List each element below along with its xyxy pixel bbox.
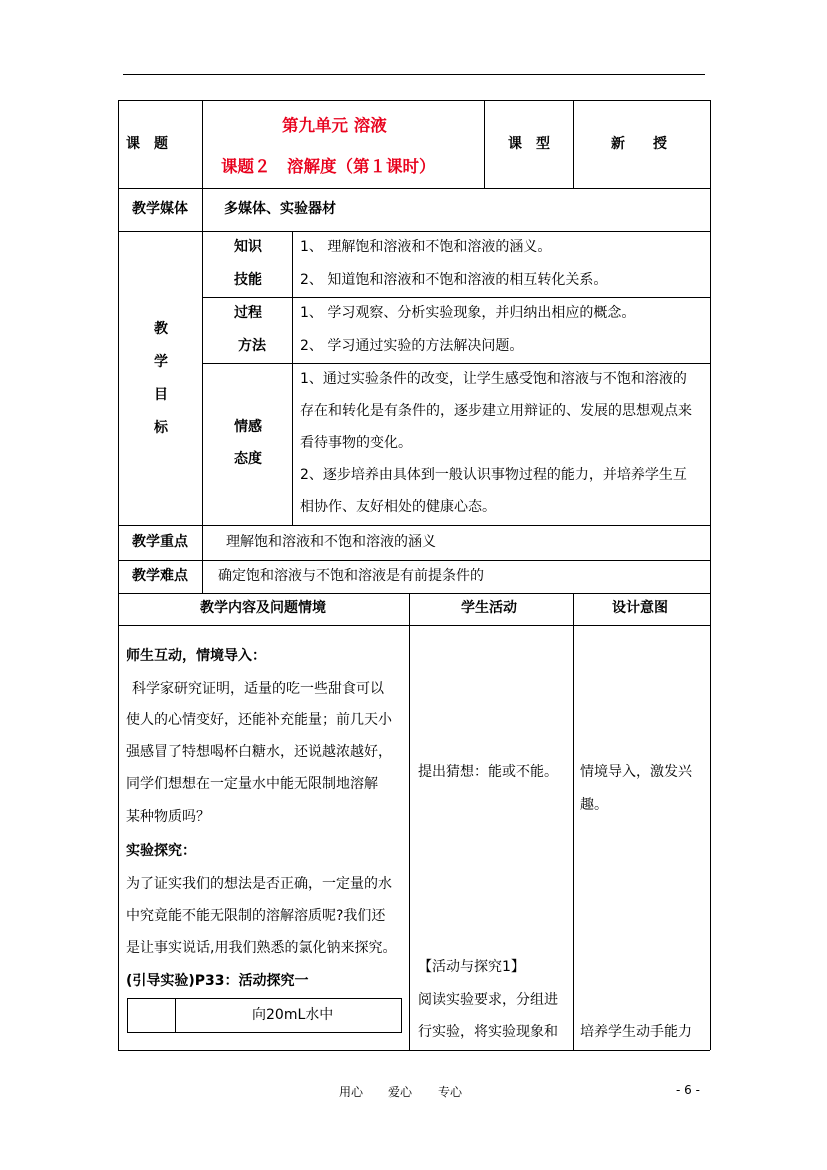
difficulty-value: 确定饱和溶液与不饱和溶液是有前提条件的 <box>218 568 484 584</box>
footer-word-1: 用心 <box>339 1085 364 1099</box>
key-point-value: 理解饱和溶液和不饱和溶液的涵义 <box>226 534 436 550</box>
emotion-label-2: 态度 <box>234 451 262 467</box>
process-item-2: 2、 学习通过实验的方法解决问题。 <box>300 338 524 354</box>
content-para1-line5: 某种物质吗？ <box>126 809 210 825</box>
goals-label-2: 学 <box>154 354 168 370</box>
emotion-line-2: 存在和转化是有条件的，逐步建立用辩证的、发展的思想观点来 <box>300 403 692 419</box>
type-value: 新 授 <box>611 136 667 152</box>
activity-guess: 提出猜想：能或不能。 <box>418 764 558 780</box>
content-para2-line2: 中究竟能不能无限制的溶解溶质呢?我们还 <box>126 908 386 924</box>
media-value: 多媒体、实验器材 <box>224 201 336 217</box>
content-para1-line3: 强感冒了特想喝杯白糖水，还说越浓越好， <box>126 744 392 760</box>
footer-word-2: 爱心 <box>388 1085 413 1099</box>
process-item-1: 1、 学习观察、分析实验现象，并归纳出相应的概念。 <box>300 305 636 321</box>
footer-word-3: 专心 <box>438 1085 463 1099</box>
emotion-line-3: 看待事物的变化。 <box>300 435 412 451</box>
content-para2-line1: 为了证实我们的想法是否正确，一定量的水 <box>126 876 392 892</box>
content-para2-line3: 是让事实说话,用我们熟悉的氯化钠来探究。 <box>126 940 397 956</box>
content-para1-line2: 使人的心情变好，还能补充能量；前几天小 <box>126 712 392 728</box>
column-header-content: 教学内容及问题情境 <box>200 600 326 616</box>
intent-line-1: 情境导入，激发兴 <box>580 764 692 780</box>
emotion-label-1: 情感 <box>234 419 262 435</box>
intent-line-2: 趣。 <box>580 797 608 813</box>
media-label: 教学媒体 <box>132 201 188 217</box>
activity-line-2: 行实验，将实验现象和 <box>418 1024 558 1040</box>
goals-label-4: 标 <box>154 420 168 436</box>
lesson-title: 课题２ 溶解度（第１课时） <box>221 157 436 176</box>
emotion-line-5: 相协作、友好相处的健康心态。 <box>300 499 496 515</box>
page-number: - 6 - <box>676 1083 700 1097</box>
activity-line-1: 阅读实验要求，分组进 <box>418 992 558 1008</box>
difficulty-label: 教学难点 <box>132 568 188 584</box>
content-para1-line4: 同学们想想在一定量水中能无限制地溶解 <box>126 776 378 792</box>
header-rule <box>123 74 705 75</box>
content-para1-line1: 科学家研究证明，适量的吃一些甜食可以 <box>132 681 384 697</box>
column-header-intent: 设计意图 <box>612 600 668 616</box>
emotion-line-1: 1、通过实验条件的改变，让学生感受饱和溶液与不饱和溶液的 <box>300 371 687 387</box>
knowledge-item-2: 2、 知道饱和溶液和不饱和溶液的相互转化关系。 <box>300 272 608 288</box>
key-point-label: 教学重点 <box>132 534 188 550</box>
content-heading-guided: (引导实验)P33：活动探究一 <box>126 973 309 989</box>
knowledge-label-2: 技能 <box>234 272 262 288</box>
type-label: 课 型 <box>508 136 550 152</box>
activity-title: 【活动与探究1】 <box>418 959 525 975</box>
goals-label-1: 教 <box>154 321 168 337</box>
process-label-2: 方法 <box>238 338 266 354</box>
emotion-line-4: 2、逐步培养由具体到一般认识事物过程的能力，并培养学生互 <box>300 467 687 483</box>
knowledge-label-1: 知识 <box>234 239 262 255</box>
column-header-activity: 学生活动 <box>461 600 517 616</box>
content-heading-intro: 师生互动，情境导入： <box>126 648 266 664</box>
unit-title: 第九单元 溶液 <box>282 116 387 135</box>
intent-line-3: 培养学生动手能力 <box>580 1024 692 1040</box>
inner-table-cell: 向20mL水中 <box>252 1007 334 1023</box>
knowledge-item-1: 1、 理解饱和溶液和不饱和溶液的涵义。 <box>300 239 552 255</box>
topic-label: 课 题 <box>126 136 168 152</box>
goals-label-3: 目 <box>154 387 168 403</box>
process-label-1: 过程 <box>234 305 262 321</box>
content-heading-experiment: 实验探究： <box>126 843 196 859</box>
